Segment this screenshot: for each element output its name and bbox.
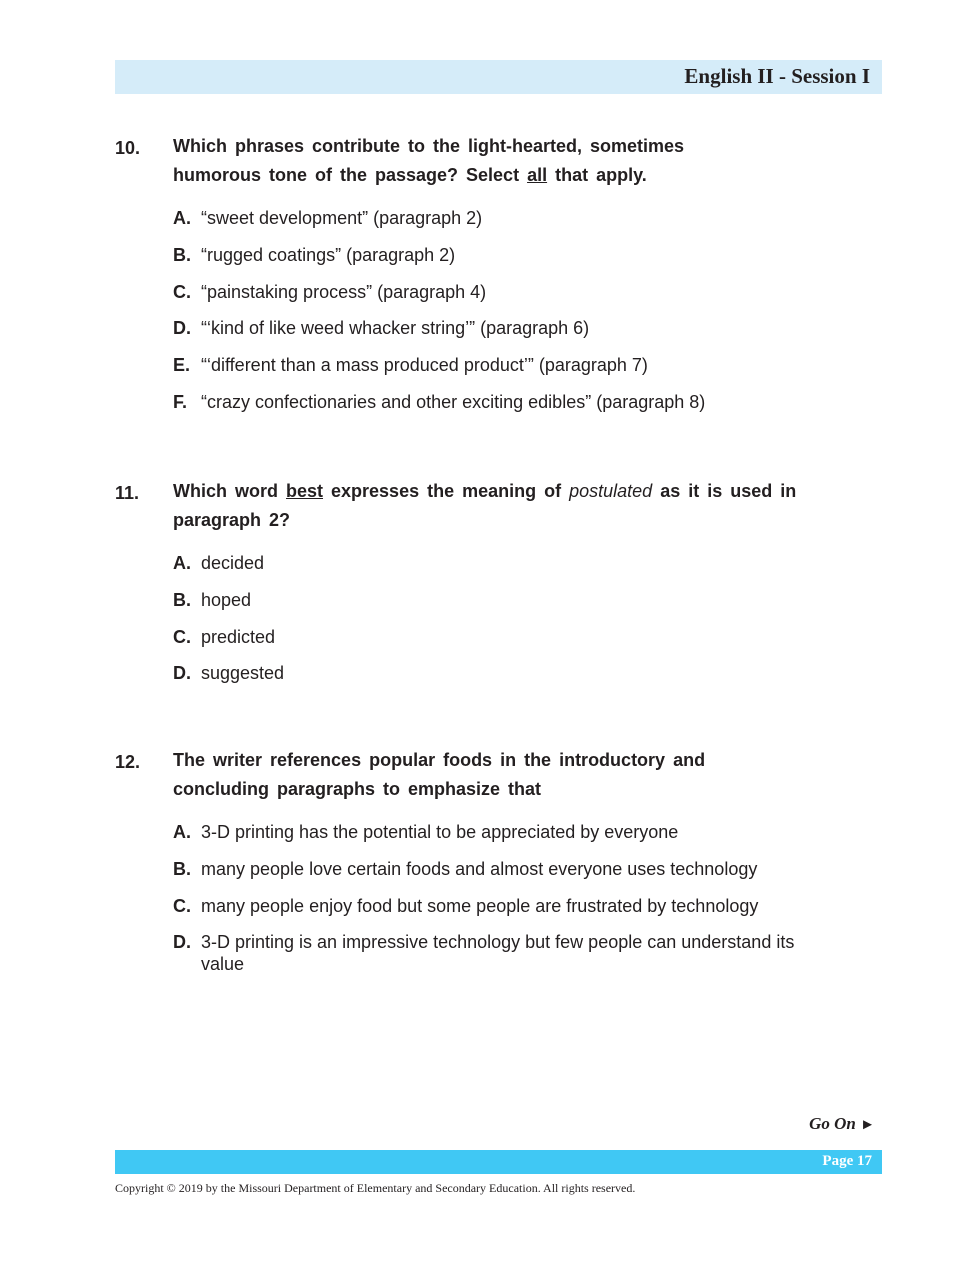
question-stem: The writer references popular foods in the introductory and concluding paragraphs to emphasize that (173, 750, 706, 799)
option-text: predicted (201, 627, 276, 647)
emphasis-underline: all (527, 165, 548, 185)
option-text: 3-D printing has the potential to be appreciated by everyone (201, 822, 679, 842)
go-on-label: Go On (809, 1114, 856, 1133)
footer-bar (115, 1150, 882, 1174)
emphasis-underline: best (286, 481, 324, 501)
option-letter: A. (173, 553, 191, 573)
option-text: “painstaking process” (paragraph 4) (201, 282, 487, 302)
option-text: “‘different than a mass produced product’” (paragraph 7) (201, 355, 648, 375)
option-text: “rugged coatings” (paragraph 2) (201, 245, 456, 265)
option-letter: B. (173, 859, 191, 879)
option-text: suggested (201, 663, 285, 683)
option-text: decided (201, 553, 265, 573)
question-number: 12. (115, 752, 141, 772)
option-letter: C. (173, 896, 191, 916)
option-text: “sweet development” (paragraph 2) (201, 208, 483, 228)
question-number: 11. (115, 483, 140, 503)
option-letter: B. (173, 245, 191, 265)
option-text: hoped (201, 590, 252, 610)
session-title: English II - Session I (684, 64, 870, 88)
option-letter: D. (173, 663, 191, 683)
option-letter: D. (173, 318, 191, 338)
question-stem: Which word best expresses the meaning of postulated as it is used in paragraph 2? (173, 481, 797, 530)
option-letter: A. (173, 208, 191, 228)
option-text: many people love certain foods and almost everyone uses technology (201, 859, 758, 879)
option-text: “crazy confectionaries and other exciting edibles” (paragraph 8) (201, 392, 706, 412)
option-text: many people enjoy food but some people are frustrated by technology (201, 896, 759, 916)
option-text: “‘kind of like weed whacker string’” (paragraph 6) (201, 318, 590, 338)
option-letter: D. (173, 932, 191, 952)
option-letter: C. (173, 282, 191, 302)
go-on-indicator (809, 1114, 875, 1134)
page-number: Page 17 (822, 1153, 872, 1169)
header-bar (115, 60, 882, 94)
vocabulary-word: postulated (569, 481, 653, 501)
option-letter: A. (173, 822, 191, 842)
question-number: 10. (115, 138, 141, 158)
option-letter: F. (173, 392, 188, 412)
copyright-notice: Copyright © 2019 by the Missouri Department of Elementary and Secondary Education. All rights reserved. (115, 1181, 636, 1195)
option-letter: B. (173, 590, 191, 610)
question-stem: Which phrases contribute to the light-hearted, sometimes humorous tone of the passage? Select all that apply. (173, 136, 685, 185)
option-text: 3-D printing is an impressive technology but few people can understand its value (201, 932, 795, 974)
option-letter: C. (173, 627, 191, 647)
option-letter: E. (173, 355, 191, 375)
arrow-right-icon: ► (860, 1117, 875, 1133)
